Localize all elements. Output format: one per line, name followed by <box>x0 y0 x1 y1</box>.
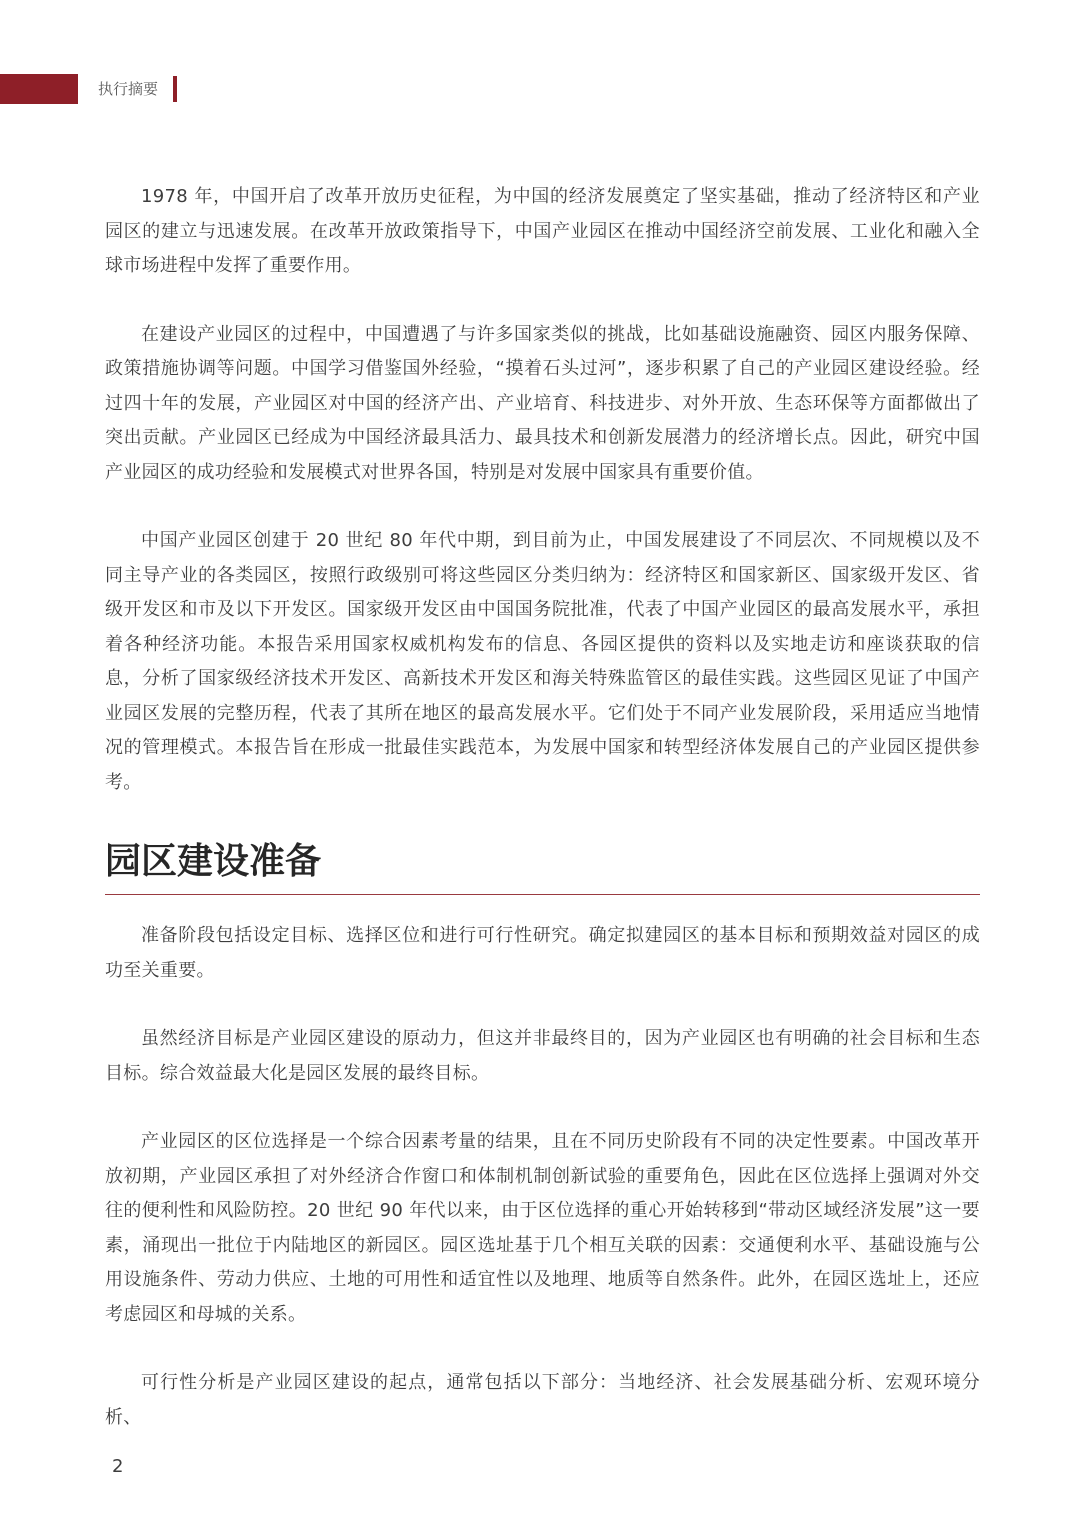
header-divider-tick <box>173 76 177 102</box>
section-heading: 园区建设准备 <box>105 840 980 895</box>
section-body <box>105 919 980 1435</box>
section-paragraph: 产业园区的区位选择是一个综合因素考量的结果，且在不同历史阶段有不同的决定性要素。中国改革开放初期，产业园区承担了对外经济合作窗口和体制机制创新试验的重要角色，因此在区位选择上强调对外交往的便利性和风险防控。20 世纪 90 年代以来，由于区位选择的重心开始转移到“带动区域经济发展”这一要素，涌现出一批位于内陆地区的新园区。园区选址基于几个相互关联的因素：交通便利水平、基础设施与公用设施条件、劳动力供应、土地的可用性和适宜性以及地理、地质等自然条件。此外，在园区选址上，还应考虑园区和母城的关系。 <box>105 1131 980 1325</box>
section-paragraph: 可行性分析是产业园区建设的起点，通常包括以下部分：当地经济、社会发展基础分析、宏观环境分析、 <box>105 1372 980 1428</box>
intro-paragraph: 1978 年，中国开启了改革开放历史征程，为中国的经济发展奠定了坚实基础，推动了经济特区和产业园区的建立与迅速发展。在改革开放政策指导下，中国产业园区在推动中国经济空前发展、工业化和融入全球市场进程中发挥了重要作用。 <box>105 186 980 276</box>
page-content <box>105 180 980 1469</box>
section-paragraph: 虽然经济目标是产业园区建设的原动力，但这并非最终目的，因为产业园区也有明确的社会目标和生态目标。综合效益最大化是园区发展的最终目标。 <box>105 1028 980 1084</box>
section-paragraph: 准备阶段包括设定目标、选择区位和进行可行性研究。确定拟建园区的基本目标和预期效益对园区的成功至关重要。 <box>105 925 980 981</box>
section-label: 执行摘要 <box>98 80 159 98</box>
intro-paragraph: 中国产业园区创建于 20 世纪 80 年代中期，到目前为止，中国发展建设了不同层次、不同规模以及不同主导产业的各类园区，按照行政级别可将这些园区分类归纳为：经济特区和国家新区、国家级开发区、省级开发区和市及以下开发区。国家级开发区由中国国务院批准，代表了中国产业园区的最高发展水平，承担着各种经济功能。本报告采用国家权威机构发布的信息、各园区提供的资料以及实地走访和座谈获取的信息，分析了国家级经济技术开发区、高新技术开发区和海关特殊监管区的最佳实践。这些园区见证了中国产业园区发展的完整历程，代表了其所在地区的最高发展水平。它们处于不同产业发展阶段，采用适应当地情况的管理模式。本报告旨在形成一批最佳实践范本，为发展中国家和转型经济体发展自己的产业园区提供参考。 <box>105 530 980 793</box>
intro-paragraph: 在建设产业园区的过程中，中国遭遇了与许多国家类似的挑战，比如基础设施融资、园区内服务保障、政策措施协调等问题。中国学习借鉴国外经验，“摸着石头过河”，逐步积累了自己的产业园区建设经验。经过四十年的发展，产业园区对中国的经济产出、产业培育、科技进步、对外开放、生态环保等方面都做出了突出贡献。产业园区已经成为中国经济最具活力、最具技术和创新发展潜力的经济增长点。因此，研究中国产业园区的成功经验和发展模式对世界各国，特别是对发展中国家具有重要价值。 <box>105 323 980 483</box>
page-number: 2 <box>112 1456 124 1477</box>
header-accent-bar <box>0 74 78 104</box>
